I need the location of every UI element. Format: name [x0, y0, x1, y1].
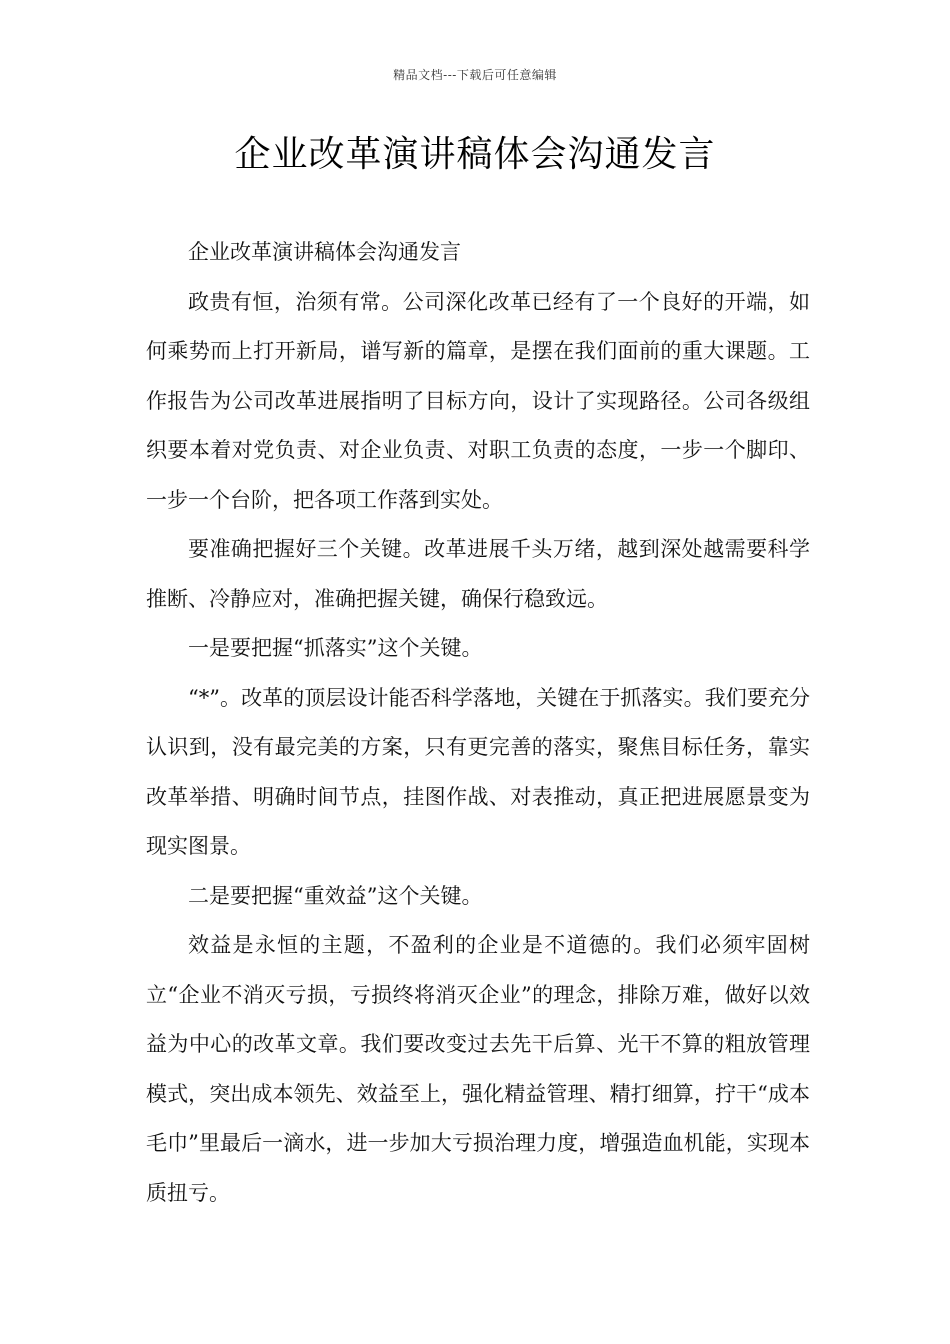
paragraph: “*”。改革的顶层设计能否科学落地，关键在于抓落实。我们要充分认识到，没有最完美的方案，只有更完善的落实，聚焦目标任务，靠实改革举措、明确时间节点，挂图作战、对表推动，真正把进展愿景变为现实图景。 [146, 685, 810, 858]
paragraph: 效益是永恒的主题，不盈利的企业是不道德的。我们必须牢固树立“企业不消灭亏损，亏损终将消灭企业”的理念，排除万难，做好以效益为中心的改革文章。我们要改变过去先干后算、光干不算的粗放管理模式，突出成本领先、效益至上，强化精益管理、精打细算，拧干“成本毛巾”里最后一滴水，进一步加大亏损治理力度，增强造血机能，实现本质扭亏。 [146, 933, 810, 1205]
document-body [146, 228, 810, 1218]
paragraph-heading: 一是要把握“抓落实”这个关键。 [188, 636, 483, 660]
document-title: 企业改革演讲稿体会沟通发言 [234, 134, 716, 175]
header-note: 精品文档---下载后可任意编辑 [393, 68, 557, 82]
paragraph: 要准确把握好三个关键。改革进展千头万绪，越到深处越需要科学推断、冷静应对，准确把握关键，确保行稳致远。 [146, 537, 810, 611]
paragraph-subtitle: 企业改革演讲稿体会沟通发言 [188, 240, 461, 264]
paragraph-heading: 二是要把握“重效益”这个关键。 [188, 883, 483, 908]
paragraph: 政贵有恒，治须有常。公司深化改革已经有了一个良好的开端，如何乘势而上打开新局，谱写新的篇章，是摆在我们面前的重大课题。工作报告为公司改革进展指明了目标方向，设计了实现路径。公司各级组织要本着对党负责、对企业负责、对职工负责的态度，一步一个脚印、一步一个台阶，把各项工作落到实处。 [146, 289, 810, 512]
